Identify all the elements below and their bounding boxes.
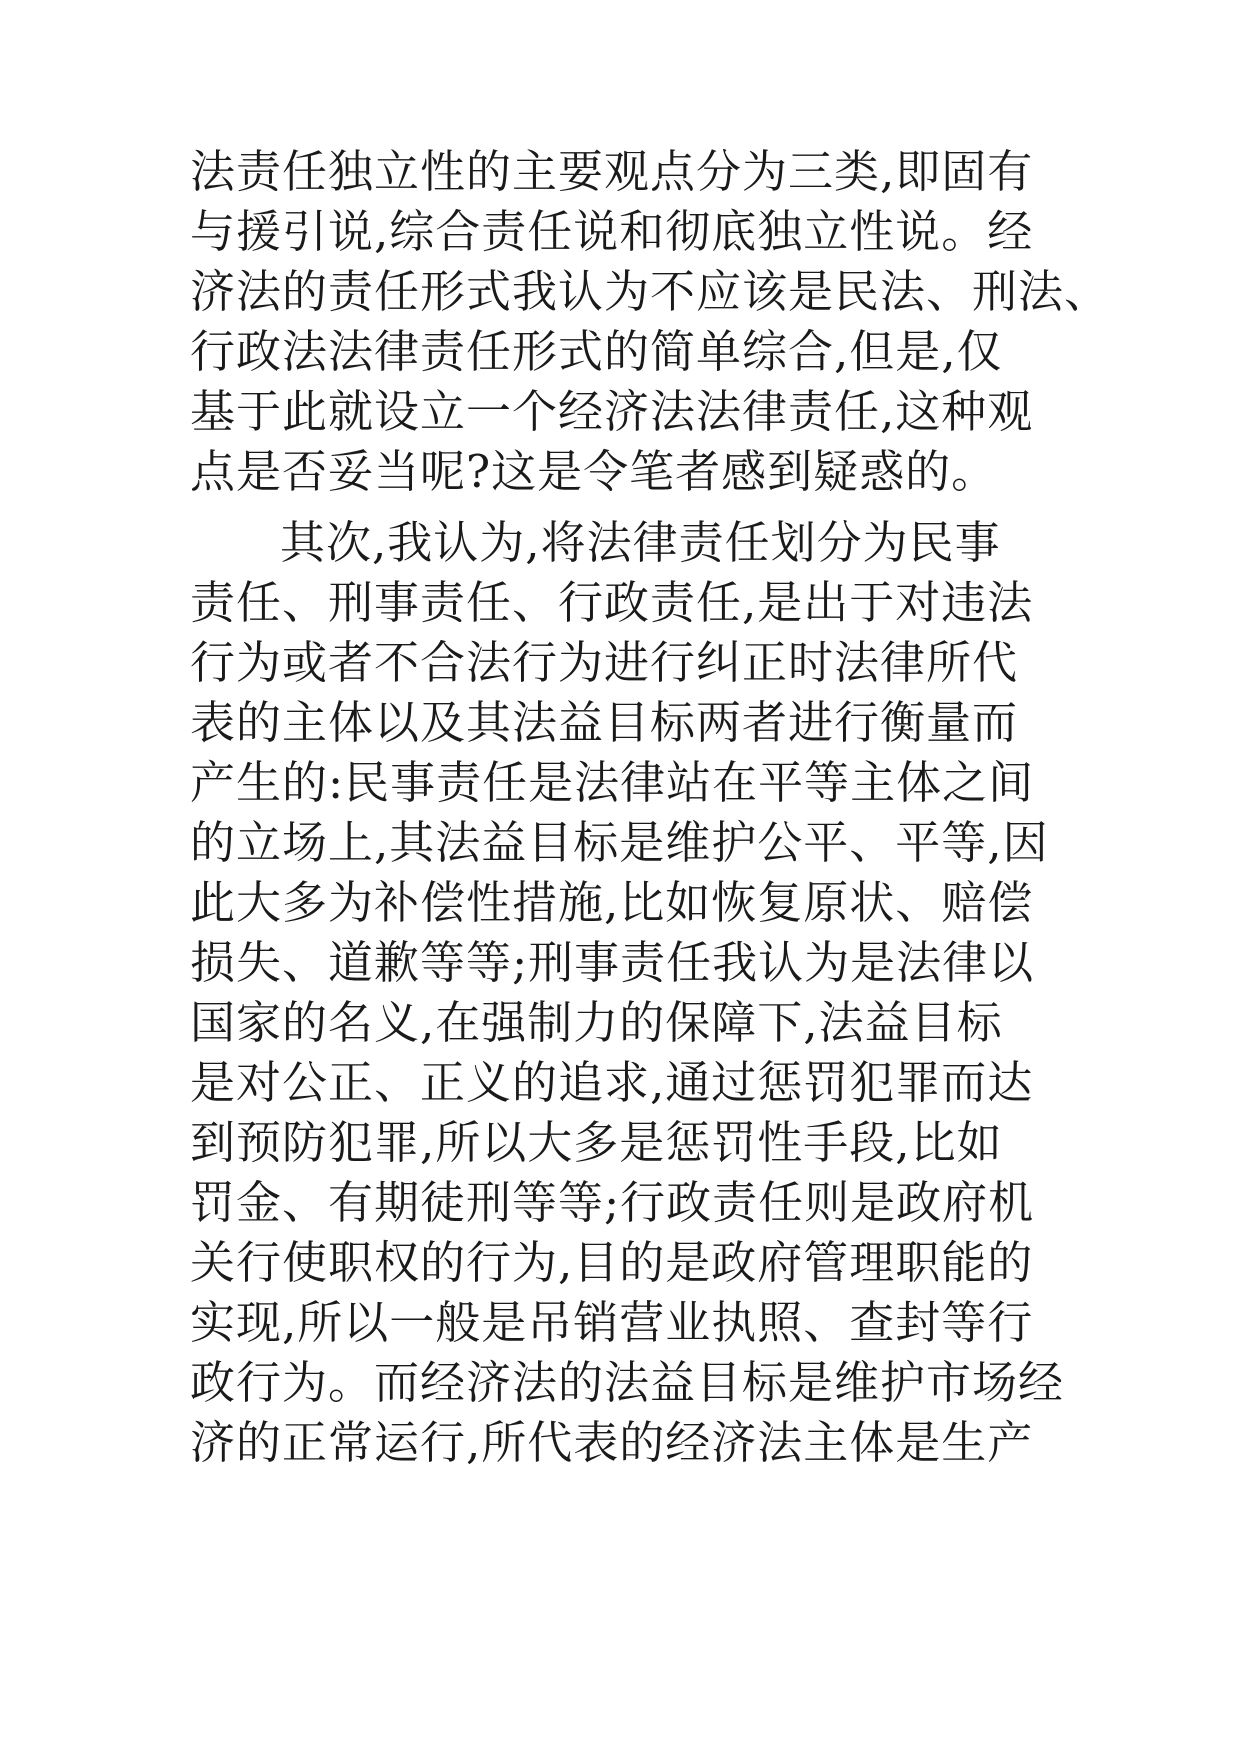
text-line: 济的正常运行,所代表的经济法主体是生产 (190, 1416, 1034, 1469)
text-line: 到预防犯罪,所以大多是惩罚性手段,比如 (190, 1116, 1003, 1169)
text-line: 政行为。而经济法的法益目标是维护市场经 (190, 1356, 1065, 1409)
text-line: 关行使职权的行为,目的是政府管理职能的 (190, 1236, 1034, 1289)
text-line: 的立场上,其法益目标是维护公平、平等,因 (190, 816, 1049, 869)
text-line: 点是否妥当呢?这是令笔者感到疑惑的。 (190, 445, 998, 498)
text-line: 法责任独立性的主要观点分为三类,即固有 (190, 145, 1034, 198)
text-line: 行为或者不合法行为进行纠正时法律所代 (190, 636, 1019, 689)
text-line: 与援引说,综合责任说和彻底独立性说。经 (190, 205, 1034, 258)
paragraph-first-line: 其次,我认为,将法律责任划分为民事 (280, 516, 1001, 569)
text-line: 此大多为补偿性措施,比如恢复原状、赔偿 (190, 876, 1034, 929)
text-line: 责任、刑事责任、行政责任,是出于对违法 (190, 576, 1034, 629)
text-line: 行政法法律责任形式的简单综合,但是,仅 (190, 325, 1003, 378)
text-line: 实现,所以一般是吊销营业执照、查封等行 (190, 1296, 1034, 1349)
text-line: 济法的责任形式我认为不应该是民法、刑法、 (190, 265, 1111, 318)
text-line: 基于此就设立一个经济法法律责任,这种观 (190, 385, 1034, 438)
text-line: 表的主体以及其法益目标两者进行衡量而 (190, 696, 1019, 749)
text-line: 是对公正、正义的追求,通过惩罚犯罪而达 (190, 1056, 1034, 1109)
text-line: 国家的名义,在强制力的保障下,法益目标 (190, 996, 1003, 1049)
text-line: 罚金、有期徒刑等等;行政责任则是政府机 (190, 1176, 1035, 1229)
text-line: 损失、道歉等等;刑事责任我认为是法律以 (190, 936, 1035, 989)
text-line: 产生的:民事责任是法律站在平等主体之间 (190, 756, 1035, 809)
